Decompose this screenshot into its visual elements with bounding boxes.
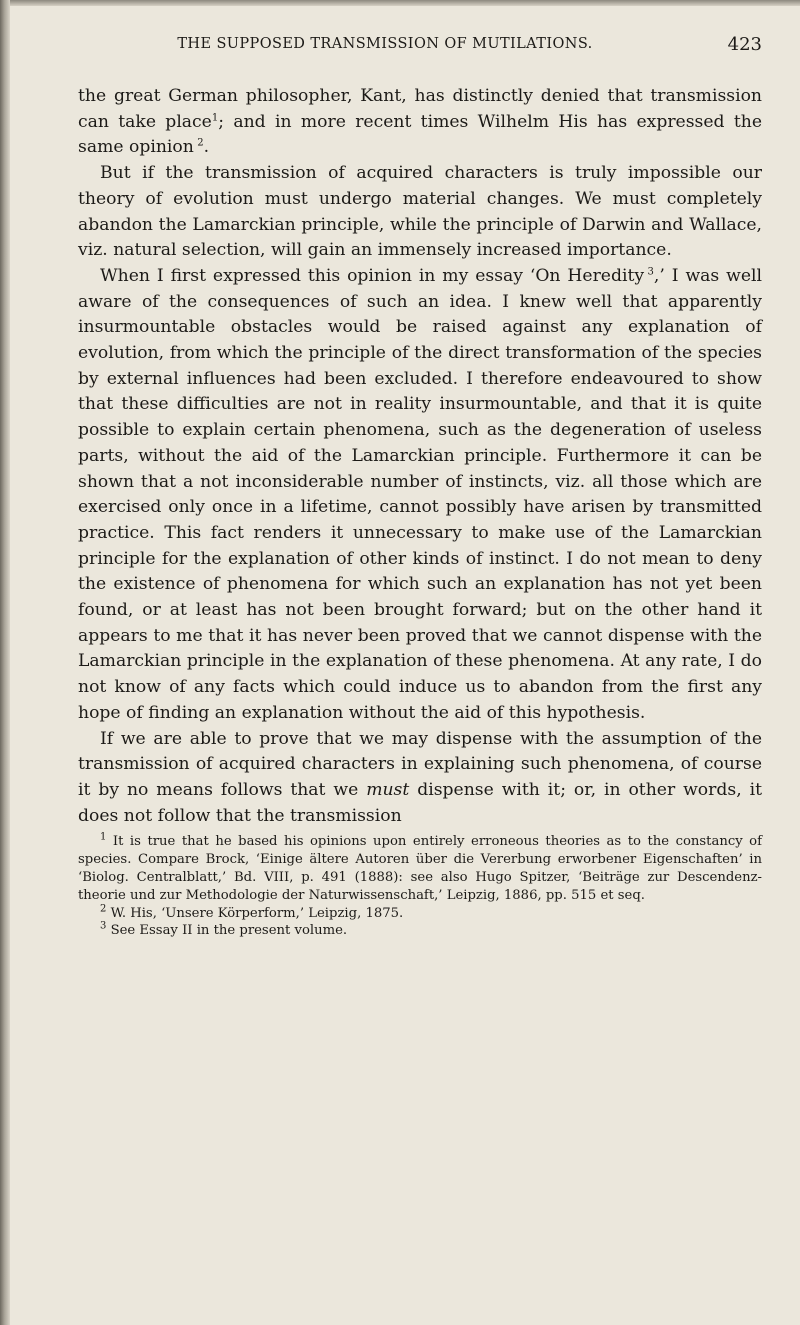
paragraph-4-emphasis: must xyxy=(366,779,410,800)
paragraph-3-text-b: ,’ I was well aware of the consequences of such an idea. I knew well that apparently insurmountable obstacles would be raised against any explanation of evolution, from which the principle of the direct transformation of the species by external influences had been excluded. I therefore endeavoured to show that these difficulties are not in reality insurmountable, and that it is quite possible to explain certain phenomena, such as the degeneration of useless parts, without the aid of the Lamarckian principle. Furthermore it can be shown that a not inconsiderable number of instincts, viz. all those which are exercised only once in a lifetime, cannot possibly have arisen by transmitted practice. This fact renders it unnecessary to make use of the Lamarckian principle for the explanation of other kinds of instinct. I do not mean to deny the existence of phenomena for which such an explanation has not yet been found, or at least has not been brought forward; but on the other hand it appears to me that it has never been proved that we cannot dispense with the Lamarckian principle in the explanation of these phenomena. At any rate, I do not know of any facts which could induce us to abandon from the first any hope of finding an explanation without the aid of this hypothesis. xyxy=(78,265,763,723)
book-spine-shadow xyxy=(0,0,10,1325)
paragraph-1-text-c: . xyxy=(203,137,210,158)
paragraph-4-text-b: dispense with it; or, in other words, it does not follow that the transmission xyxy=(78,779,762,826)
paragraph-1-text-a: the great German philosopher, Kant, has distinctly denied that transmission can take place xyxy=(78,86,762,132)
footnote-ref-2: 2 xyxy=(197,137,204,149)
footnote-2-mark: 2 xyxy=(100,903,107,915)
footnote-ref-1: 1 xyxy=(211,111,219,123)
footnotes xyxy=(78,833,762,940)
paragraph-2: But if the transmission of acquired characters is truly impossible our theory of evolution must undergo material changes. We must completely abandon the Lamarckian principle, while the principle of Darwin and Wallace, viz. natural selection, will gain an immensely increased importance. xyxy=(78,163,762,261)
paragraph-3-text-a: When I first expressed this opinion in my essay ‘On Heredity xyxy=(100,265,645,286)
footnote-3 xyxy=(78,922,762,940)
paragraph-4 xyxy=(78,727,762,830)
footnote-2 xyxy=(78,905,762,923)
page-number: 423 xyxy=(727,34,762,55)
body-text xyxy=(78,84,762,829)
page-top-edge xyxy=(0,0,800,6)
footnote-3-mark: 3 xyxy=(100,920,107,932)
footnote-2-text: W. His, ‘Unsere Körperform,’ Leipzig, 1875. xyxy=(110,905,404,921)
footnote-1-mark: 1 xyxy=(100,832,107,843)
running-title: THE SUPPOSED TRANSMISSION OF MUTILATIONS. xyxy=(177,36,593,52)
footnote-3-text: See Essay II in the present volume. xyxy=(110,923,348,939)
footnote-ref-3: 3 xyxy=(647,266,654,278)
footnote-1-text: It is true that he based his opinions upon entirely erroneous theories as to the constancy of species. Compare Brock, ‘Einige ältere Autoren über die Vererbung erworbener Eigenschaften’ in ‘Biolog. Centralblatt,’ Bd. VIII, p. 491 (1888): see also Hugo Spitzer, ‘Beiträge zur Descendenz-theorie und zur Methodologie der Naturwissenschaft,’ Leipzig, 1886, pp. 515 et seq. xyxy=(78,834,762,903)
running-head xyxy=(78,26,762,62)
paragraph-3 xyxy=(78,264,762,727)
paragraph-1-text-b: ; and in more recent times Wilhelm His has expressed the same opinion xyxy=(78,111,762,158)
book-page xyxy=(78,26,762,940)
paragraph-4-text-a: If we are able to prove that we may dispense with the assumption of the transmission of acquired characters in explaining such phenomena, of course it by no means follows that we xyxy=(78,728,762,800)
footnote-1 xyxy=(78,833,762,904)
paragraph-1 xyxy=(78,84,762,161)
